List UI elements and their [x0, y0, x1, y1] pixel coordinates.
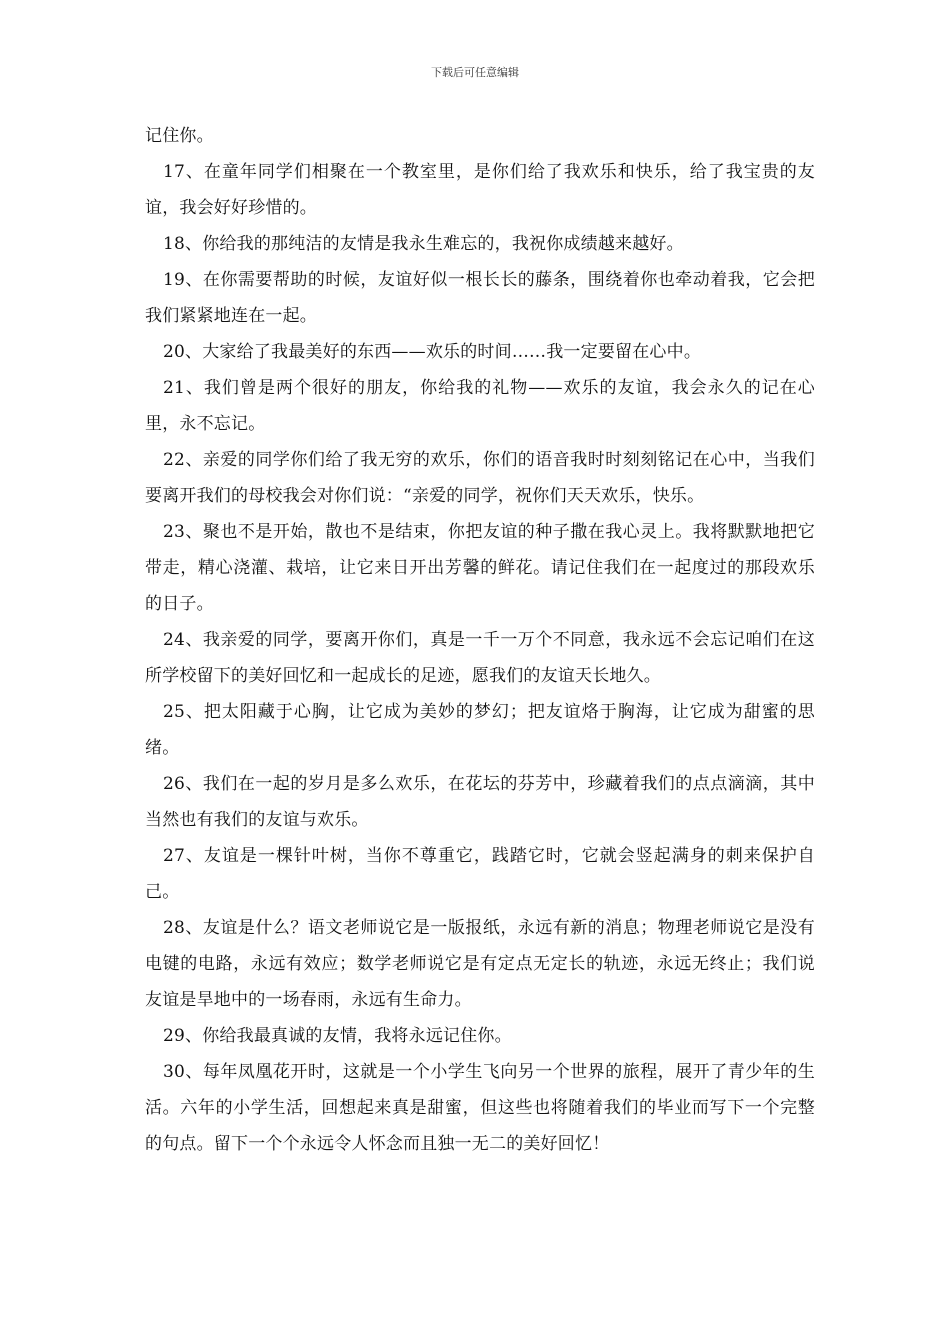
paragraph: 19、在你需要帮助的时候，友谊好似一根长长的藤条，围绕着你也牵动着我，它会把我们紧紧地连在一起。 [145, 270, 815, 326]
paragraph: 30、每年凤凰花开时，这就是一个小学生飞向另一个世界的旅程，展开了青少年的生活。六年的小学生活，回想起来真是甜蜜，但这些也将随着我们的毕业而写下一个完整的句点。留下一个个永远令人怀念而且独一无二的美好回忆！ [145, 1062, 815, 1154]
paragraph: 18、你给我的那纯洁的友情是我永生难忘的，我祝你成绩越来越好。 [163, 234, 684, 254]
document-body [145, 118, 815, 1162]
paragraph: 20、大家给了我最美好的东西——欢乐的时间……我一定要留在心中。 [163, 342, 702, 362]
paragraph: 21、我们曾是两个很好的朋友，你给我的礼物——欢乐的友谊，我会永久的记在心里，永不忘记。 [145, 378, 815, 434]
paragraph: 25、把太阳藏于心胸，让它成为美妙的梦幻；把友谊烙于胸海，让它成为甜蜜的思绪。 [145, 702, 815, 758]
paragraph: 17、在童年同学们相聚在一个教室里，是你们给了我欢乐和快乐，给了我宝贵的友谊，我会好好珍惜的。 [145, 162, 815, 218]
paragraph: 24、我亲爱的同学，要离开你们，真是一千一万个不同意，我永远不会忘记咱们在这所学校留下的美好回忆和一起成长的足迹，愿我们的友谊天长地久。 [145, 630, 815, 686]
page-header: 下载后可任意编辑 [431, 66, 519, 79]
paragraph: 记住你。 [145, 126, 214, 146]
paragraph: 27、友谊是一棵针叶树，当你不尊重它，践踏它时，它就会竖起满身的刺来保护自己。 [145, 846, 815, 902]
paragraph: 26、我们在一起的岁月是多么欢乐，在花坛的芬芳中，珍藏着我们的点点滴滴，其中当然也有我们的友谊与欢乐。 [145, 774, 815, 830]
paragraph: 28、友谊是什么？语文老师说它是一版报纸，永远有新的消息；物理老师说它是没有电键的电路，永远有效应；数学老师说它是有定点无定长的轨迹，永远无终止；我们说友谊是旱地中的一场春雨，永远有生命力。 [145, 918, 815, 1010]
paragraph: 29、你给我最真诚的友情，我将永远记住你。 [163, 1026, 512, 1046]
paragraph: 22、亲爱的同学你们给了我无穷的欢乐，你们的语音我时时刻刻铭记在心中，当我们要离开我们的母校我会对你们说：“亲爱的同学，祝你们天天欢乐，快乐。 [145, 450, 815, 506]
paragraph: 23、聚也不是开始，散也不是结束，你把友谊的种子撒在我心灵上。我将默默地把它带走，精心浇灌、栽培，让它来日开出芳馨的鲜花。请记住我们在一起度过的那段欢乐的日子。 [145, 522, 815, 614]
